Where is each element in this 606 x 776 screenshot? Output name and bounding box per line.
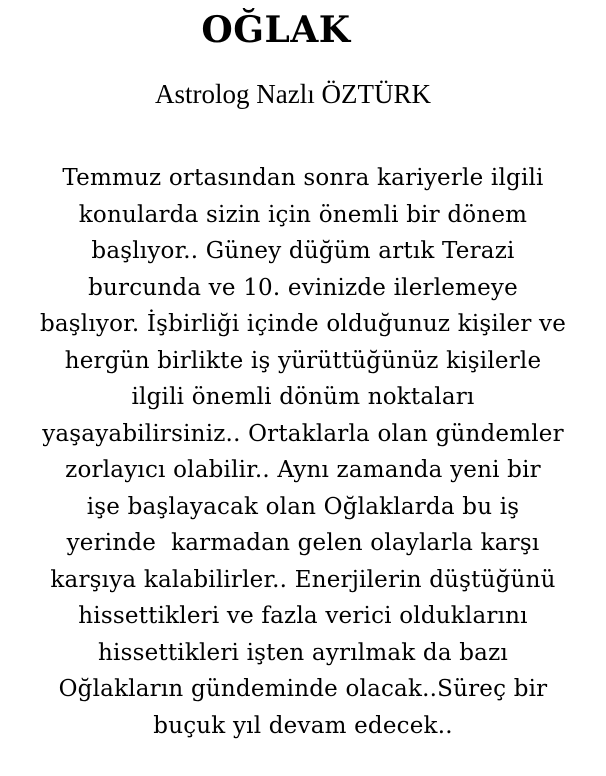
body-line: başlıyor.. Güney düğüm artık Terazi [91, 238, 515, 264]
body-line: hergün birlikte iş yürüttüğünüz kişilerle [64, 347, 542, 374]
body-line: yaşayabilirsiniz.. Ortaklarla olan gündemler [42, 420, 564, 447]
body-line: hissettikleri ve fazla verici olduklarını [78, 603, 528, 629]
horoscope-body [0, 160, 606, 744]
body-line: ilgili önemli dönüm noktaları [131, 384, 475, 410]
page-title: OĞLAK [201, 9, 351, 51]
body-line: konularda sizin için önemli bir dönem [78, 201, 528, 228]
body-line: Temmuz ortasından sonra kariyerle ilgili [62, 165, 544, 191]
body-line: başlıyor. İşbirliği içinde olduğunuz kişiler ve [39, 311, 567, 337]
body-line: burcunda ve 10. evinizde ilerlemeye [88, 274, 518, 301]
body-line: hissettikleri işten ayrılmak da bazı [98, 639, 508, 666]
body-line: zorlayıcı olabilir.. Aynı zamanda yeni bir [65, 457, 541, 483]
body-line: yerinde karmadan gelen olaylarla karşı [66, 530, 540, 556]
body-line: işe başlayacak olan Oğlaklarda bu iş [86, 493, 520, 520]
author-byline: Astrolog Nazlı ÖZTÜRK [155, 79, 431, 109]
body-line: Oğlakların gündeminde olacak..Süreç bir [58, 676, 548, 702]
body-line: karşıya kalabilirler.. Enerjilerin düştüğünü [50, 566, 556, 593]
body-line: buçuk yıl devam edecek.. [153, 712, 453, 739]
